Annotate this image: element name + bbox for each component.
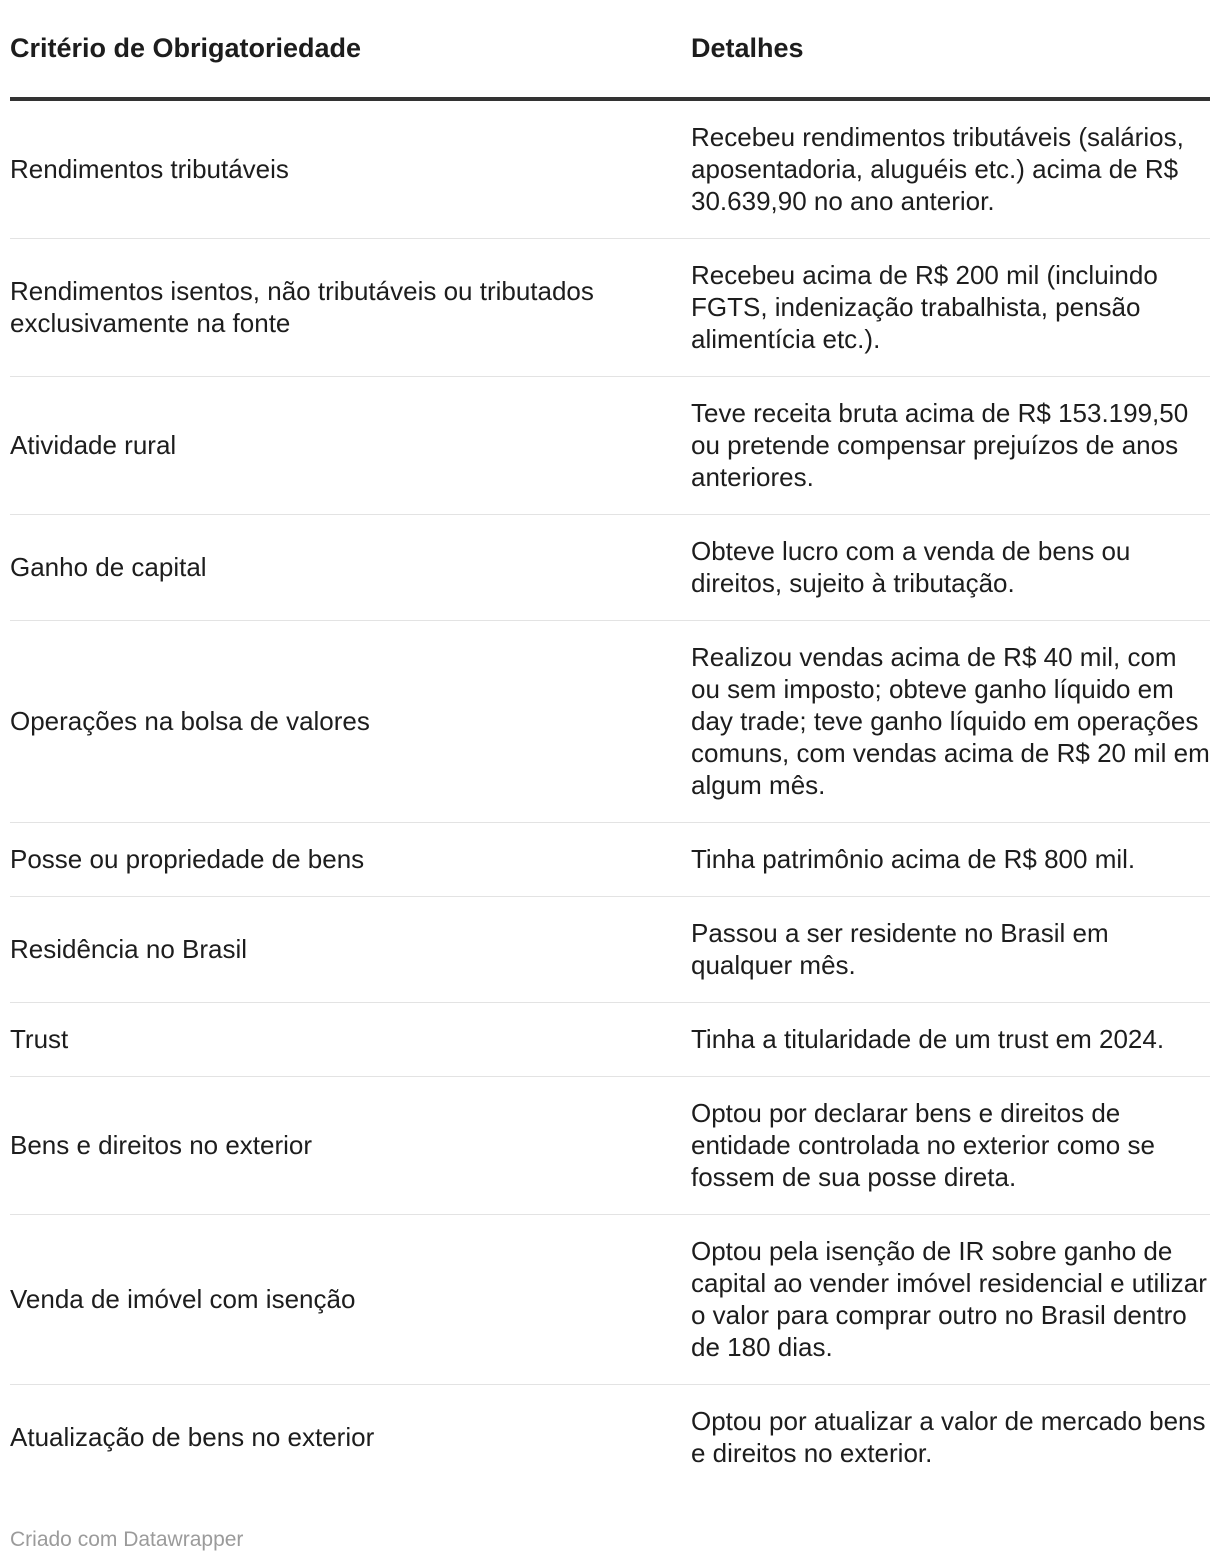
header-criterion: Critério de Obrigatoriedade — [10, 0, 691, 99]
details-cell: Tinha a titularidade de um trust em 2024. — [691, 1002, 1210, 1076]
table-body — [10, 99, 1210, 1490]
details-cell: Realizou vendas acima de R$ 40 mil, com ou sem imposto; obteve ganho líquido em day trade; teve ganho líquido em operações comuns, com vendas acima de R$ 20 mil em algum mês. — [691, 620, 1210, 822]
details-cell: Optou por declarar bens e direitos de entidade controlada no exterior como se fossem de sua posse direta. — [691, 1076, 1210, 1214]
details-cell: Recebeu rendimentos tributáveis (salários, aposentadoria, aluguéis etc.) acima de R$ 30.639,90 no ano anterior. — [691, 99, 1210, 238]
table-row — [10, 1002, 1210, 1076]
details-cell: Optou pela isenção de IR sobre ganho de capital ao vender imóvel residencial e utilizar o valor para comprar outro no Brasil dentro de 180 dias. — [691, 1214, 1210, 1384]
criterion-cell: Rendimentos tributáveis — [10, 99, 691, 238]
header-details: Detalhes — [691, 0, 1210, 99]
details-cell: Optou por atualizar a valor de mercado bens e direitos no exterior. — [691, 1406, 1206, 1469]
table-row — [10, 1384, 1210, 1490]
table-row — [10, 822, 1210, 896]
table-row — [10, 1214, 1210, 1384]
table-row — [10, 620, 1210, 822]
criterion-cell: Operações na bolsa de valores — [10, 620, 691, 822]
datawrapper-credit: Criado com Datawrapper — [10, 1528, 244, 1551]
criterion-cell: Atualização de bens no exterior — [10, 1422, 375, 1453]
obligation-table — [10, 0, 1210, 1490]
criterion-cell: Residência no Brasil — [10, 896, 691, 1002]
table-row — [10, 1076, 1210, 1214]
table-row — [10, 896, 1210, 1002]
table-row — [10, 514, 1210, 620]
header-row — [10, 0, 1210, 99]
criterion-cell: Rendimentos isentos, não tributáveis ou tributados exclusivamente na fonte — [10, 238, 691, 376]
criterion-cell: Atividade rural — [10, 376, 691, 514]
criterion-cell: Trust — [10, 1002, 691, 1076]
details-cell: Recebeu acima de R$ 200 mil (incluindo FGTS, indenização trabalhista, pensão alimentícia etc.). — [691, 238, 1210, 376]
details-cell: Obteve lucro com a venda de bens ou direitos, sujeito à tributação. — [691, 514, 1210, 620]
criterion-cell: Bens e direitos no exterior — [10, 1076, 691, 1214]
criterion-cell: Ganho de capital — [10, 514, 691, 620]
table-container — [10, 0, 1210, 1551]
table-row — [10, 376, 1210, 514]
criterion-cell: Venda de imóvel com isenção — [10, 1214, 691, 1384]
details-cell: Teve receita bruta acima de R$ 153.199,50 ou pretende compensar prejuízos de anos anteriores. — [691, 376, 1210, 514]
details-cell: Passou a ser residente no Brasil em qualquer mês. — [691, 896, 1210, 1002]
details-cell: Tinha patrimônio acima de R$ 800 mil. — [691, 822, 1210, 896]
table-row — [10, 238, 1210, 376]
table-row — [10, 99, 1210, 238]
table-header — [10, 0, 1210, 99]
criterion-cell: Posse ou propriedade de bens — [10, 822, 691, 896]
